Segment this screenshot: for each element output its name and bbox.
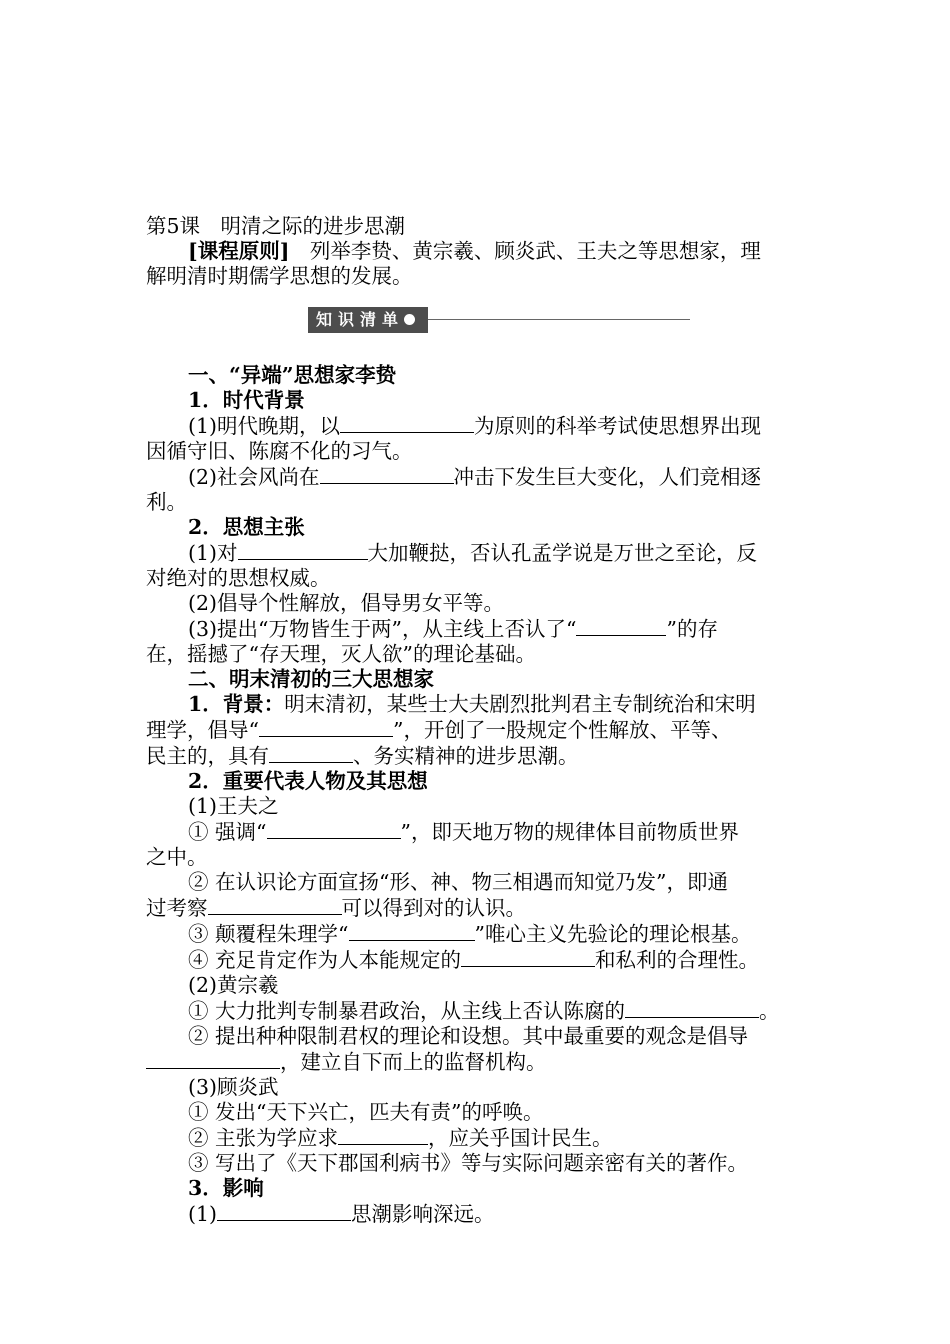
paragraph xyxy=(146,895,811,921)
text: (1) xyxy=(188,1202,218,1226)
text: ”的存 xyxy=(666,617,718,641)
text: 大加鞭挞，否认孔孟学说是万世之至论，反 xyxy=(367,541,758,565)
paragraph: 之中。 xyxy=(146,845,208,869)
text: ”，开创了一股规定个性解放、平等、 xyxy=(392,718,732,742)
fill-blank[interactable] xyxy=(146,1049,280,1069)
fill-blank[interactable] xyxy=(349,921,475,941)
text: 为原则的科举考试使思想界出现 xyxy=(474,414,762,438)
text: (2)社会风尚在 xyxy=(188,465,320,489)
fill-blank[interactable] xyxy=(238,540,368,560)
person-huang-zongxi: (2)黄宗羲 xyxy=(188,973,279,997)
text: 民主的，具有 xyxy=(146,744,269,768)
text: ”唯心主义先验论的理论根基。 xyxy=(474,922,752,946)
fill-blank[interactable] xyxy=(267,819,401,839)
standard-text-1: 列举李贽、黄宗羲、顾炎武、王夫之等思想家，理 xyxy=(289,239,761,263)
paragraph xyxy=(146,1049,811,1075)
background-label: 1．背景： xyxy=(188,692,285,716)
paragraph xyxy=(146,1201,811,1227)
paragraph xyxy=(146,998,811,1024)
paragraph xyxy=(146,540,811,566)
section-2-3-heading: 3．影响 xyxy=(188,1176,264,1200)
text: 、务实精神的进步思潮。 xyxy=(353,744,579,768)
text: 理学，倡导“ xyxy=(146,718,259,742)
fill-blank[interactable] xyxy=(625,998,759,1018)
paragraph xyxy=(146,921,811,947)
banner-dot-icon xyxy=(404,314,415,325)
paragraph xyxy=(146,947,811,973)
paragraph: 利。 xyxy=(146,490,187,514)
paragraph: ③ 写出了《天下郡国利病书》等与实际问题亲密有关的著作。 xyxy=(188,1151,749,1175)
text: 。 xyxy=(759,999,780,1023)
paragraph xyxy=(146,717,811,743)
text: 可以得到对的认识。 xyxy=(341,896,526,920)
paragraph xyxy=(146,616,811,642)
person-gu-yanwu: (3)顾炎武 xyxy=(188,1075,279,1099)
text: ① 大力批判专制暴君政治，从主线上否认陈腐的 xyxy=(188,999,626,1023)
lesson-title: 第5课 明清之际的进步思潮 xyxy=(146,214,406,238)
paragraph: 在，摇撼了“存天理，灭人欲”的理论基础。 xyxy=(146,642,536,666)
document-page xyxy=(146,214,811,1227)
section-1-heading: 一、“异端”思想家李贽 xyxy=(188,363,397,387)
paragraph xyxy=(146,819,811,845)
fill-blank[interactable] xyxy=(576,616,666,636)
text: 和私利的合理性。 xyxy=(595,948,760,972)
fill-blank[interactable] xyxy=(340,413,474,433)
fill-blank[interactable] xyxy=(269,743,353,763)
standard-label: [课程原则] xyxy=(188,239,290,263)
paragraph xyxy=(146,1125,811,1151)
fill-blank[interactable] xyxy=(338,1125,428,1145)
text: (1)对 xyxy=(188,541,238,565)
fill-blank[interactable] xyxy=(461,947,595,967)
text: (1)明代晚期，以 xyxy=(188,414,341,438)
text: ① 强调“ xyxy=(188,820,267,844)
fill-blank[interactable] xyxy=(259,717,393,737)
text: ③ 颠覆程朱理学“ xyxy=(188,922,349,946)
paragraph xyxy=(146,413,811,439)
fill-blank[interactable] xyxy=(208,895,342,915)
paragraph xyxy=(146,743,811,769)
paragraph: 因循守旧、陈腐不化的习气。 xyxy=(146,439,413,463)
text: ，建立自下而上的监督机构。 xyxy=(280,1050,547,1074)
section-1-1-heading: 1．时代背景 xyxy=(188,388,305,412)
banner-rule xyxy=(428,319,690,320)
knowledge-list-banner xyxy=(146,289,811,351)
paragraph: ① 发出“天下兴亡，匹夫有责”的呼唤。 xyxy=(188,1100,544,1124)
text: ，应关乎国计民生。 xyxy=(428,1126,613,1150)
paragraph: ② 在认识论方面宣扬“形、神、物三相遇而知觉乃发”，即通 xyxy=(188,870,728,894)
section-1-2-heading: 2．思想主张 xyxy=(188,515,305,539)
text: 过考察 xyxy=(146,896,208,920)
paragraph: (2)倡导个性解放，倡导男女平等。 xyxy=(188,591,505,615)
text: 冲击下发生巨大变化，人们竞相逐 xyxy=(453,465,762,489)
person-wang-fuzhi: (1)王夫之 xyxy=(188,794,279,818)
fill-blank[interactable] xyxy=(217,1201,351,1221)
text: ④ 充足肯定作为人本能规定的 xyxy=(188,948,462,972)
text: (3)提出“万物皆生于两”，从主线上否认了“ xyxy=(188,617,577,641)
text: 明末清初，某些士大夫剧烈批判君主专制统治和宋明 xyxy=(284,692,756,716)
curriculum-standard xyxy=(146,239,811,264)
section-2-2-heading: 2．重要代表人物及其思想 xyxy=(188,769,428,793)
text: 思潮影响深远。 xyxy=(351,1202,495,1226)
section-2-heading: 二、明末清初的三大思想家 xyxy=(188,667,434,691)
banner-label: 知识清单 xyxy=(308,307,428,333)
text: ② 主张为学应求 xyxy=(188,1126,339,1150)
paragraph: 对绝对的思想权威。 xyxy=(146,566,331,590)
text: ”，即天地万物的规律体目前物质世界 xyxy=(400,820,739,844)
paragraph: ② 提出种种限制君权的理论和设想。其中最重要的观念是倡导 xyxy=(188,1024,749,1048)
standard-text-2: 解明清时期儒学思想的发展。 xyxy=(146,264,413,288)
paragraph xyxy=(146,692,811,717)
paragraph xyxy=(146,464,811,490)
fill-blank[interactable] xyxy=(320,464,454,484)
